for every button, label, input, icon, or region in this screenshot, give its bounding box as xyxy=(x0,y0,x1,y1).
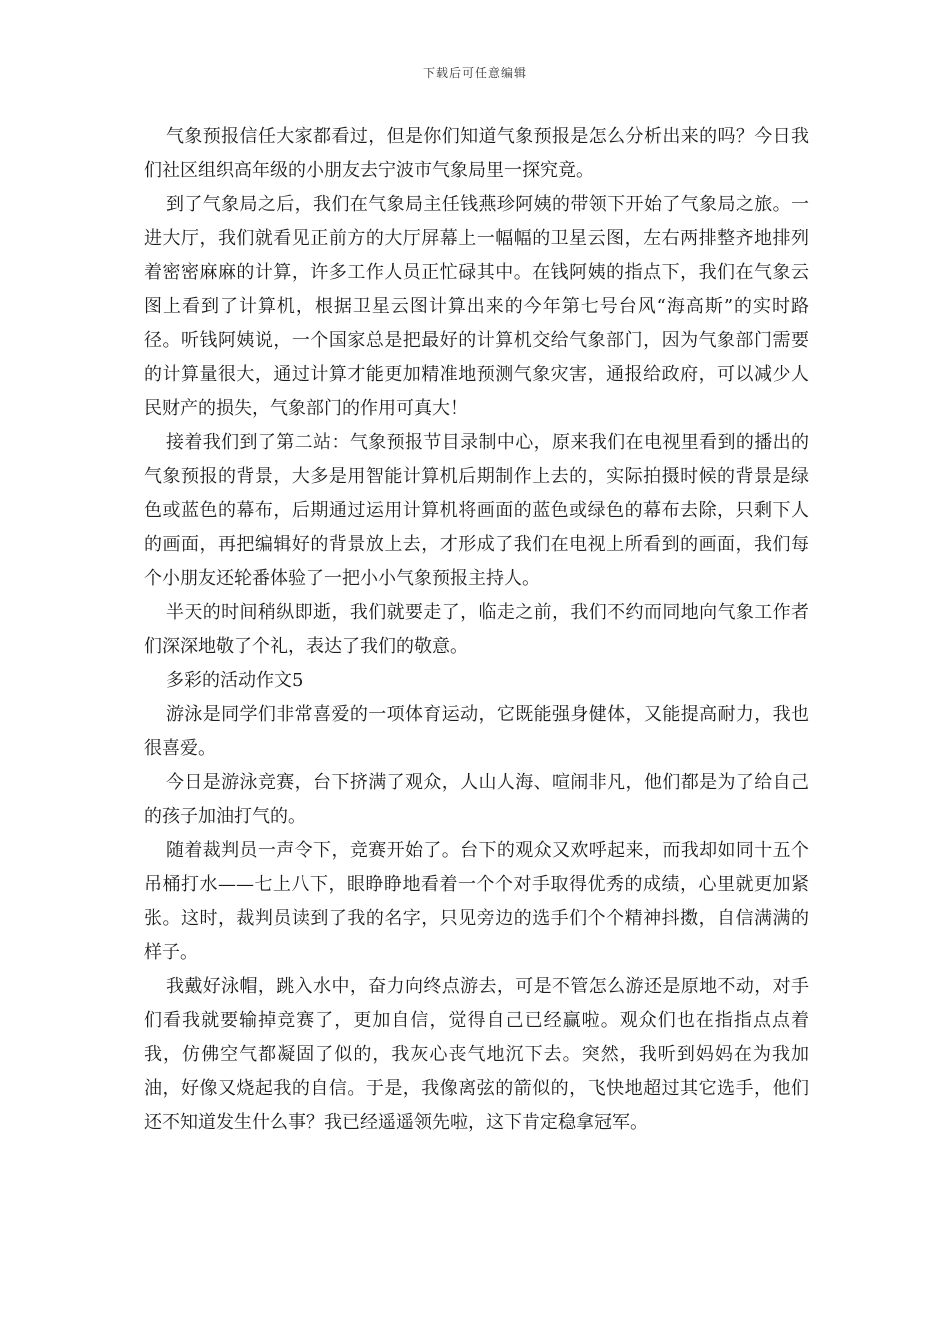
paragraph-weather-bureau: 到了气象局之后，我们在气象局主任钱燕珍阿姨的带领下开始了气象局之旅。一进大厅，我们就看见正前方的大厅屏幕上一幅幅的卫星云图，左右两排整齐地排列着密密麻麻的计算，许多工作人员正忙碌其中。在钱阿姨的指点下，我们在气象云图上看到了计算机，根据卫星云图计算出来的今年第七号台风“海高斯”的实时路径。听钱阿姨说，一个国家总是把最好的计算机交给气象部门，因为气象部门需要的计算量很大，通过计算才能更加精准地预测气象灾害，通报给政府，可以减少人民财产的损失，气象部门的作用可真大！ xyxy=(144,194,809,419)
paragraph-farewell: 半天的时间稍纵即逝，我们就要走了，临走之前，我们不约而同地向气象工作者们深深地敬了个礼，表达了我们的敬意。 xyxy=(144,602,809,657)
paragraph-race-swim: 我戴好泳帽，跳入水中，奋力向终点游去，可是不管怎么游还是原地不动，对手们看我就要输掉竞赛了，更加自信，觉得自己已经赢啦。观众们也在指指点点着我，仿佛空气都凝固了似的，我灰心丧气地沉下去。突然，我听到妈妈在为我加油，好像又烧起我的自信。于是，我像离弦的箭似的，飞快地超过其它选手，他们还不知道发生什么事？我已经遥遥领先啦，这下肯定稳拿冠军。 xyxy=(144,976,809,1133)
paragraph-intro: 气象预报信任大家都看过，但是你们知道气象预报是怎么分析出来的吗？今日我们社区组织高年级的小朋友去宁波市气象局里一探究竟。 xyxy=(144,126,809,181)
page-header-note: 下载后可任意编辑 xyxy=(422,66,527,80)
paragraph-competition-day: 今日是游泳竞赛，台下挤满了观众，人山人海、喧闹非凡，他们都是为了给自己的孩子加油打气的。 xyxy=(144,772,809,827)
section-heading: 多彩的活动作文5 xyxy=(166,670,304,691)
document-body xyxy=(144,120,809,1140)
paragraph-race-start: 随着裁判员一声令下，竞赛开始了。台下的观众又欢呼起来，而我却如同十五个吊桶打水——七上八下，眼睁睁地看着一个个对手取得优秀的成绩，心里就更加紧张。这时，裁判员读到了我的名字，只见旁边的选手们个个精神抖擞，自信满满的样子。 xyxy=(144,840,809,963)
paragraph-swimming-intro: 游泳是同学们非常喜爱的一项体育运动，它既能强身健体，又能提高耐力，我也很喜爱。 xyxy=(144,704,809,759)
paragraph-recording-center: 接着我们到了第二站：气象预报节目录制中心，原来我们在电视里看到的播出的气象预报的背景，大多是用智能计算机后期制作上去的，实际拍摄时候的背景是绿色或蓝色的幕布，后期通过运用计算机将画面的蓝色或绿色的幕布去除，只剩下人的画面，再把编辑好的背景放上去，才形成了我们在电视上所看到的画面，我们每个小朋友还轮番体验了一把小小气象预报主持人。 xyxy=(144,432,809,589)
